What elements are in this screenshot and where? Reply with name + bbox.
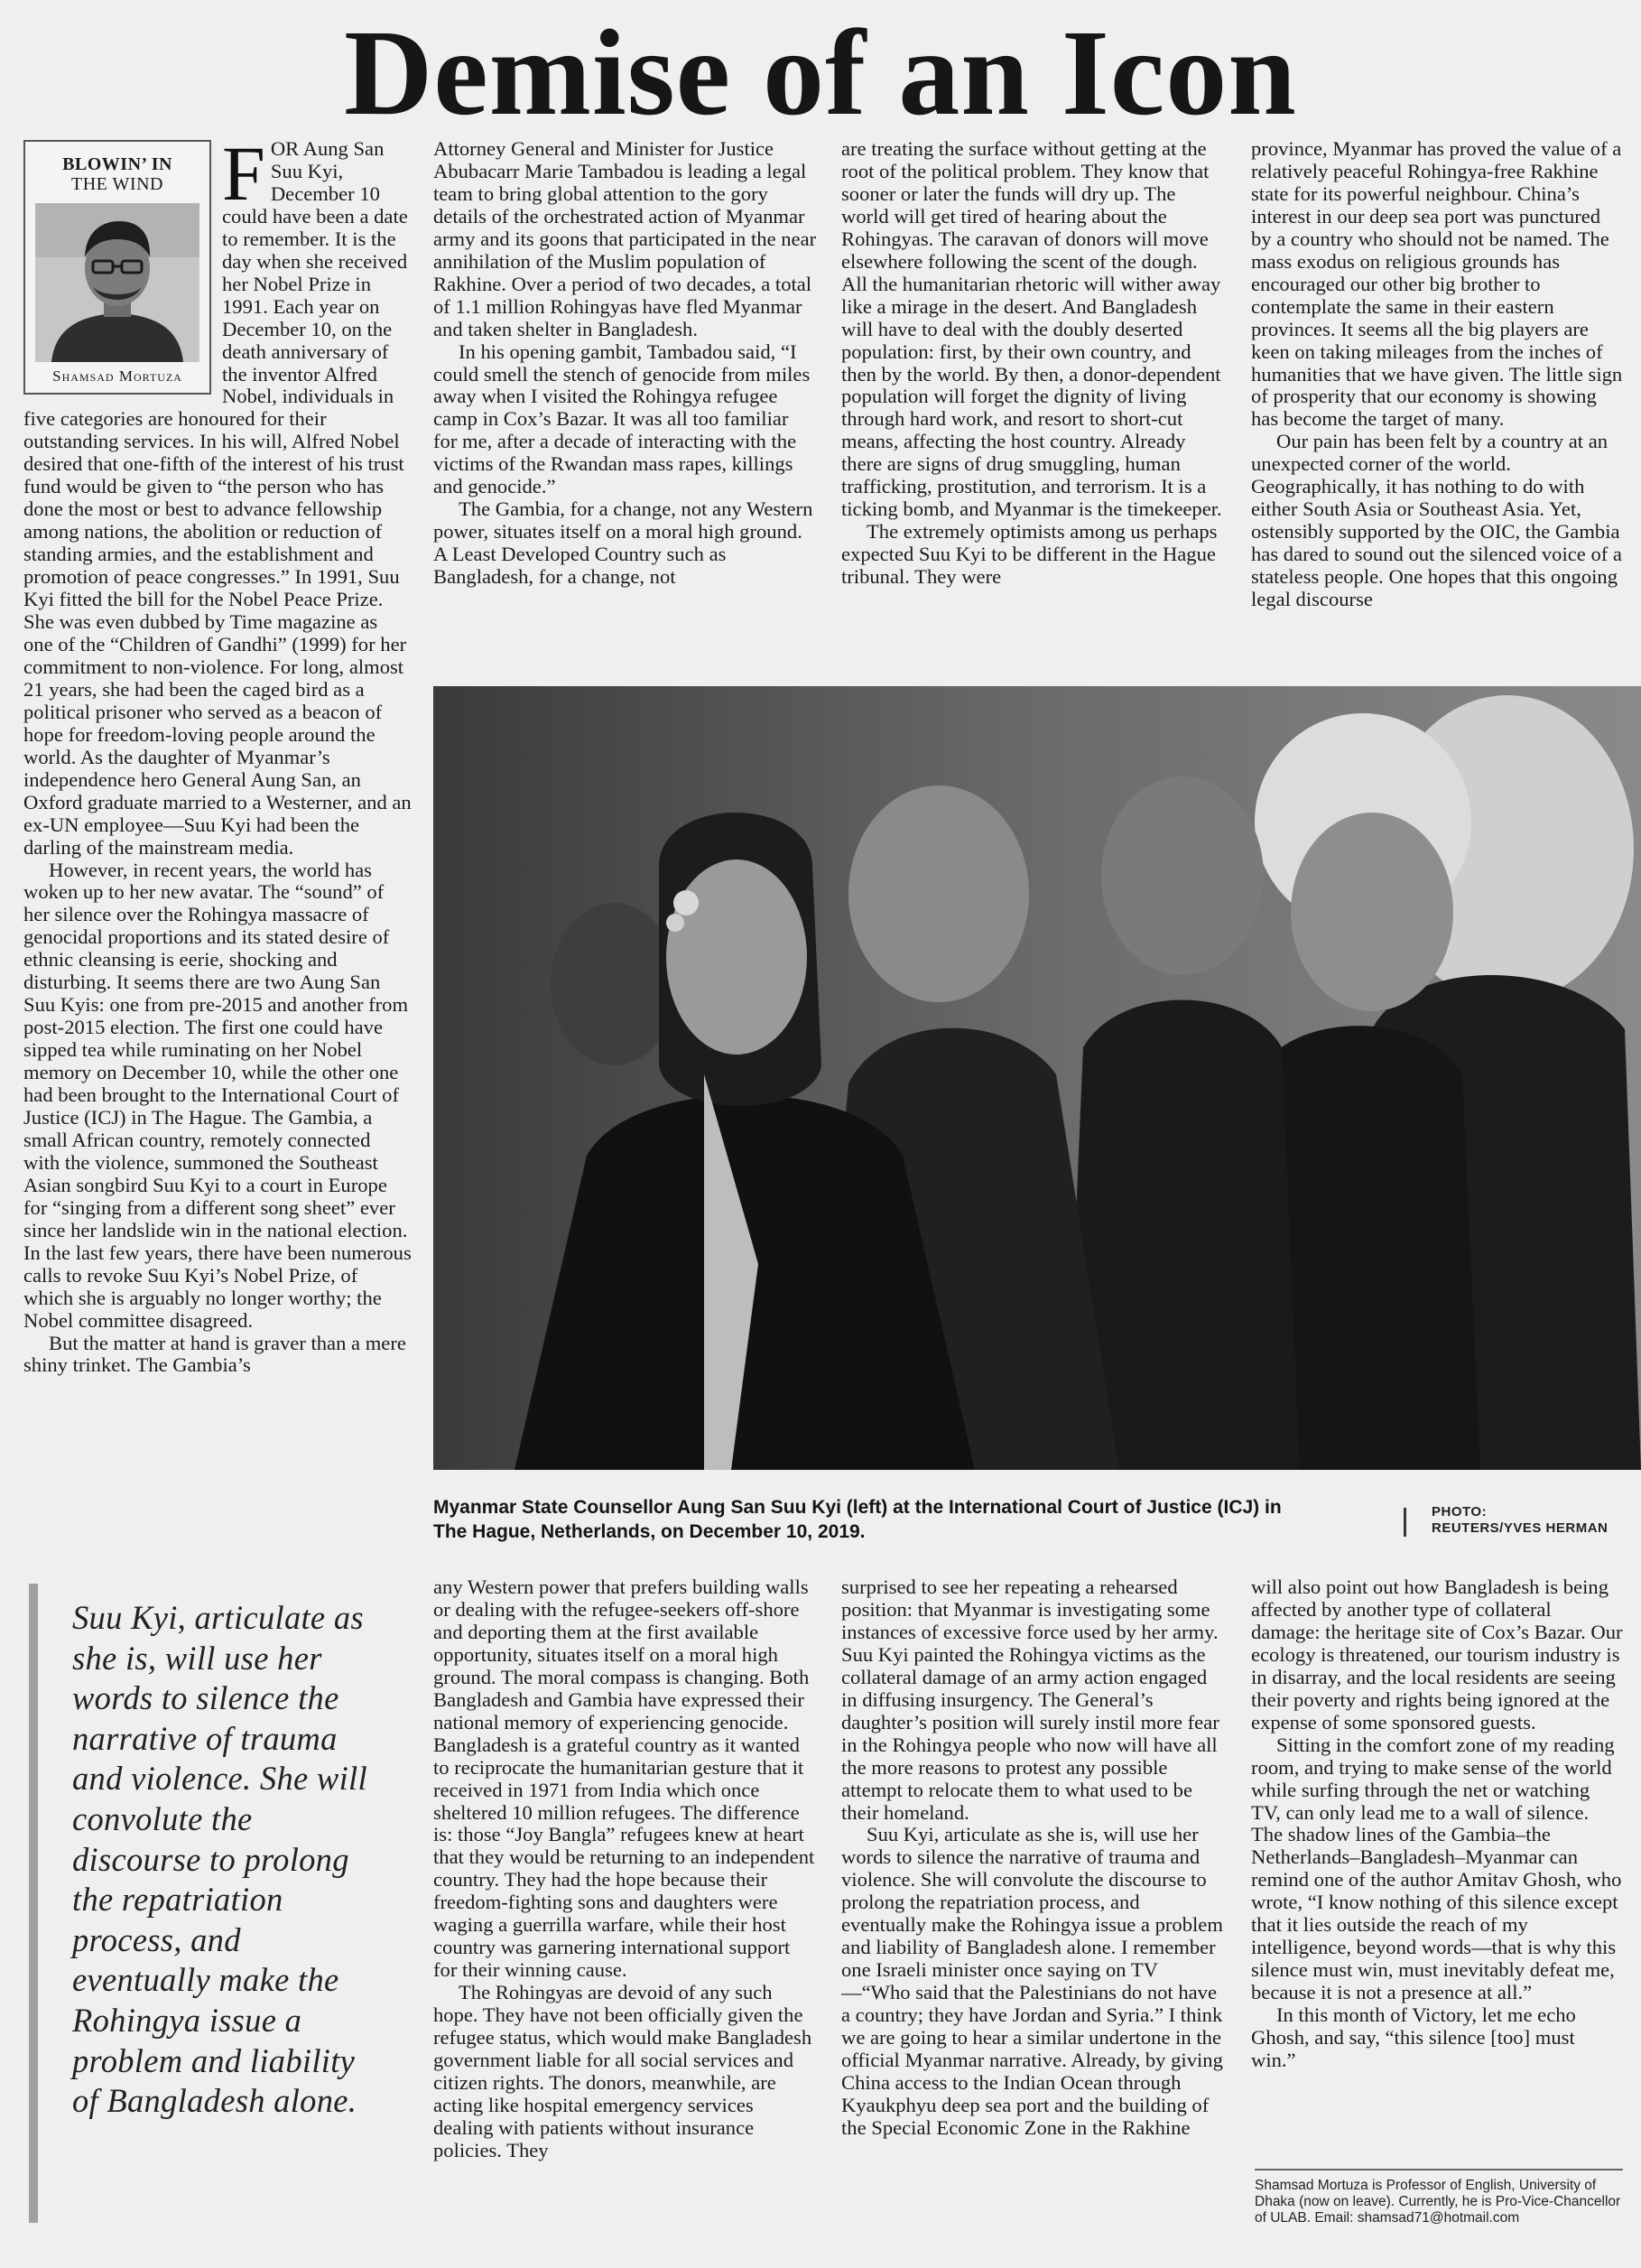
headline: Demise of an Icon xyxy=(344,5,1297,141)
paragraph: province, Myanmar has proved the value of a relatively peaceful Rohingya-free Rakhine state for its powerful neighbour. China’s interest in our deep sea port was punctured by a country who should not be named. The mass exodus on religious grounds has encouraged our other big brother to contemplate the same in their eastern provinces. It seems all the big players are keen on taking mileages from the inches of humanities that we have given. The little sign of prosperity that our economy is showing has become the target of many. xyxy=(1251,138,1623,431)
article-column-3-continued xyxy=(841,1576,1225,2245)
photo-caption: Myanmar State Counsellor Aung San Suu Kyi (left) at the International Court of Justice (ICJ) in The Hague, Netherlands, on December 10, 2019. xyxy=(433,1497,1282,1542)
column-name: BLOWIN’ IN xyxy=(62,154,172,174)
credit-divider xyxy=(1404,1508,1406,1537)
pullquote-rule xyxy=(29,1584,38,2223)
paragraph: will also point out how Bangladesh is being affected by another type of collateral damage: the heritage site of Cox’s Bazar. Our ecology is threatened, our tourism industry is in disarray, and the local residents are seeing their poverty and rights being ignored at the expense of some sponsored guests. xyxy=(1251,1576,1623,1734)
column-byline-box xyxy=(23,140,211,395)
paragraph: But the matter at hand is graver than a mere shiny trinket. The Gambia’s xyxy=(23,1331,406,1377)
author-portrait xyxy=(35,203,199,362)
photo-credit-source: REUTERS/YVES HERMAN xyxy=(1432,1520,1609,1536)
article-column-2 xyxy=(433,138,817,680)
paragraph: Suu Kyi, articulate as she is, will use her words to silence the narrative of trauma and violence. She will convolute the discourse to prolong the repatriation process, and eventually make the Rohingya issue a problem and liability of Bangladesh alone. I remember one Israeli minister once saying on TV—“Who said that the Palestinians do not have a country; they have Jordan and Syria.” I think we are going to hear a similar undertone in the official Myanmar narrative. Already, by giving China access to the Indian Ocean through Kyaukphyu deep sea port and the building of the Special Economic Zone in the Rakhine xyxy=(841,1823,1223,2139)
author-bio: Shamsad Mortuza is Professor of English, University of Dhaka (now on leave). Currently, he is Pro-Vice-Chancellor of ULAB. Email: shamsad71@hotmail.com xyxy=(1255,2169,1623,2226)
article-column-3 xyxy=(841,138,1225,680)
photo-credit-label: PHOTO: xyxy=(1432,1504,1488,1520)
news-photo xyxy=(433,686,1641,1470)
article-column-2-continued xyxy=(433,1576,817,2245)
paragraph: In this month of Victory, let me echo Ghosh, and say, “this silence [too] must win.” xyxy=(1251,2003,1576,2072)
paragraph: surprised to see her repeating a rehearsed position: that Myanmar is investigating some instances of excessive force used by her army. Suu Kyi painted the Rohingya victims as the collateral damage of an army action engaged in diffusing insurgency. The General’s daughter’s position will surely instil more fear in the Rohingya people who now will have all the more reasons to protest any possible attempt to relocate them to what used to be their homeland. xyxy=(841,1576,1219,1824)
paragraph: However, in recent years, the world has woken up to her new avatar. The “sound” of her silence over the Rohingya massacre of genocidal proportions and its stated desire of ethnic cleansing is eerie, shocking and disturbing. It seems there are two Aung San Suu Kyis: one from pre-2015 and another from post-2015 election. The first one could have sipped tea while ruminating on her Nobel memory on December 10, while the other one had been brought to the International Court of Justice (ICJ) in The Hague. The Gambia, a small African country, remotely connected with the violence, summoned the Southeast Asian songbird Suu Kyi to a court in Europe for “singing from a different song sheet” ever since her landslide win in the national election. In the last few years, there have been numerous calls to revoke Suu Kyi’s Nobel Prize, of which she is arguably no longer worthy; the Nobel committee disagreed. xyxy=(23,858,412,1332)
paragraph: any Western power that prefers building walls or dealing with the refugee-seekers off-shore and deporting them at the first available opportunity, situates itself on a moral high ground. The moral compass is changing. Both Bangladesh and Gambia have expressed their national memory of experiencing genocide. Bangladesh is a grateful country as it wanted to reciprocate the humanitarian gesture that it received in 1971 from India which once sheltered 10 million refugees. The difference is: those “Joy Bangla” refugees knew at heart that they would be returning to an independent country. They had the hope because their freedom-fighting sons and daughters were waging a guerrilla warfare, while their host country was garnering international support for their winning cause. xyxy=(433,1576,815,1982)
paragraph: The extremely optimists among us perhaps expected Suu Kyi to be different in the Hague tribunal. They were xyxy=(841,520,1218,589)
paragraph: Our pain has been felt by a country at an unexpected corner of the world. Geographically, it has nothing to do with either South Asia or Southeast Asia. Yet, ostensibly supported by the OIC, the Gambia has dared to sound out the silenced voice of a stateless people. One hopes that this ongoing legal discourse xyxy=(1251,430,1622,611)
author-name: Shamsad Mortuza xyxy=(52,367,182,385)
article-column-1 xyxy=(23,138,412,1548)
article-column-4-continued xyxy=(1251,1576,1623,2159)
drop-cap: F xyxy=(222,138,265,217)
pull-quote: Suu Kyi, articulate as she is, will use her words to silence the narrative of trauma and violence. She will convolute the discourse to prolong the repatriation process, and eventually make the Rohingya issue a problem and liability of Bangladesh alone. xyxy=(72,1599,367,2120)
paragraph: are treating the surface without getting at the root of the political problem. They know that sooner or later the funds will dry up. The world will get tired of hearing about the Rohingyas. The caravan of donors will move elsewhere following the scent of the dough. All the humanitarian rhetoric will wither away like a mirage in the desert. And Bangladesh will have to deal with the doubly deserted population: first, by their own country, and then by the world. By then, a donor-dependent population will forget the dignity of living through hard work, and resort to short-cut means, affecting the host country. Already there are signs of drug smuggling, human trafficking, prostitution, and terrorism. It is a ticking bomb, and Myanmar is the timekeeper. xyxy=(841,138,1222,521)
article-column-4 xyxy=(1251,138,1623,680)
paragraph: Attorney General and Minister for Justice Abubacarr Marie Tambadou is leading a legal team to bring global attention to the gory details of the orchestrated action of Myanmar army and its goons that participated in the near annihilation of the Muslim population of Rakhine. Over a period of two decades, a total of 1.1 million Rohingyas have fled Myanmar and taken shelter in Bangladesh. xyxy=(433,138,817,340)
paragraph: OR Aung San Suu Kyi, December 10 could have been a date to remember. It is the day when she received her Nobel Prize in 1991. Each year on December 10, on the death anniversary of the inventor Alfred Nobel, individuals in five categories are honoured for their outstanding services. In his will, Alfred Nobel desired that one-fifth of the interest of his trust fund would be given to “the person who has done the most or best to advance fellowship among nations, the abolition or reduction of standing armies, and the establishment and promotion of peace congresses.” In 1991, Suu Kyi fitted the bill for the Nobel Peace Prize. She was even dubbed by Time magazine as one of the “Children of Gandhi” (1999) for her commitment to non-violence. For long, almost 21 years, she had been the caged bird as a political prisoner who served as a beacon of hope for freedom-loving people around the world. As the daughter of Myanmar’s independence hero General Aung San, an Oxford graduate married to a Westerner, and an ex-UN employee—Suu Kyi had been the darling of the mainstream media. xyxy=(23,138,412,859)
paragraph: The Gambia, for a change, not any Western power, situates itself on a moral high ground. A Least Developed Country such as Bangladesh, for a change, not xyxy=(433,497,813,589)
paragraph: Sitting in the comfort zone of my reading room, and trying to make sense of the world while surfing through the net or watching TV, can only lead me to a wall of silence. The shadow lines of the Gambia–the Netherlands–Bangladesh–Myanmar can remind one of the author Amitav Ghosh, who wrote, “I know nothing of this silence except that it lies outside the reach of my intelligence, beyond words—that is why this silence must win, must inevitably defeat me, because it is not a presence at all.” xyxy=(1251,1733,1622,2004)
column-subtitle: THE WIND xyxy=(71,174,163,194)
paragraph: In his opening gambit, Tambadou said, “I could smell the stench of genocide from miles away when I visited the Rohingya refugee camp in Cox’s Bazar. It was all too familiar for me, after a decade of interacting with the victims of the Rwandan mass rapes, killings and genocide.” xyxy=(433,339,811,498)
photo-credit xyxy=(1432,1504,1608,1537)
paragraph: The Rohingyas are devoid of any such hope. They have not been officially given the refugee status, which would make Bangladesh government liable for all social services and citizen rights. The donors, meanwhile, are acting like hospital emergency services dealing with patients without insurance policies. They xyxy=(433,1981,812,2161)
